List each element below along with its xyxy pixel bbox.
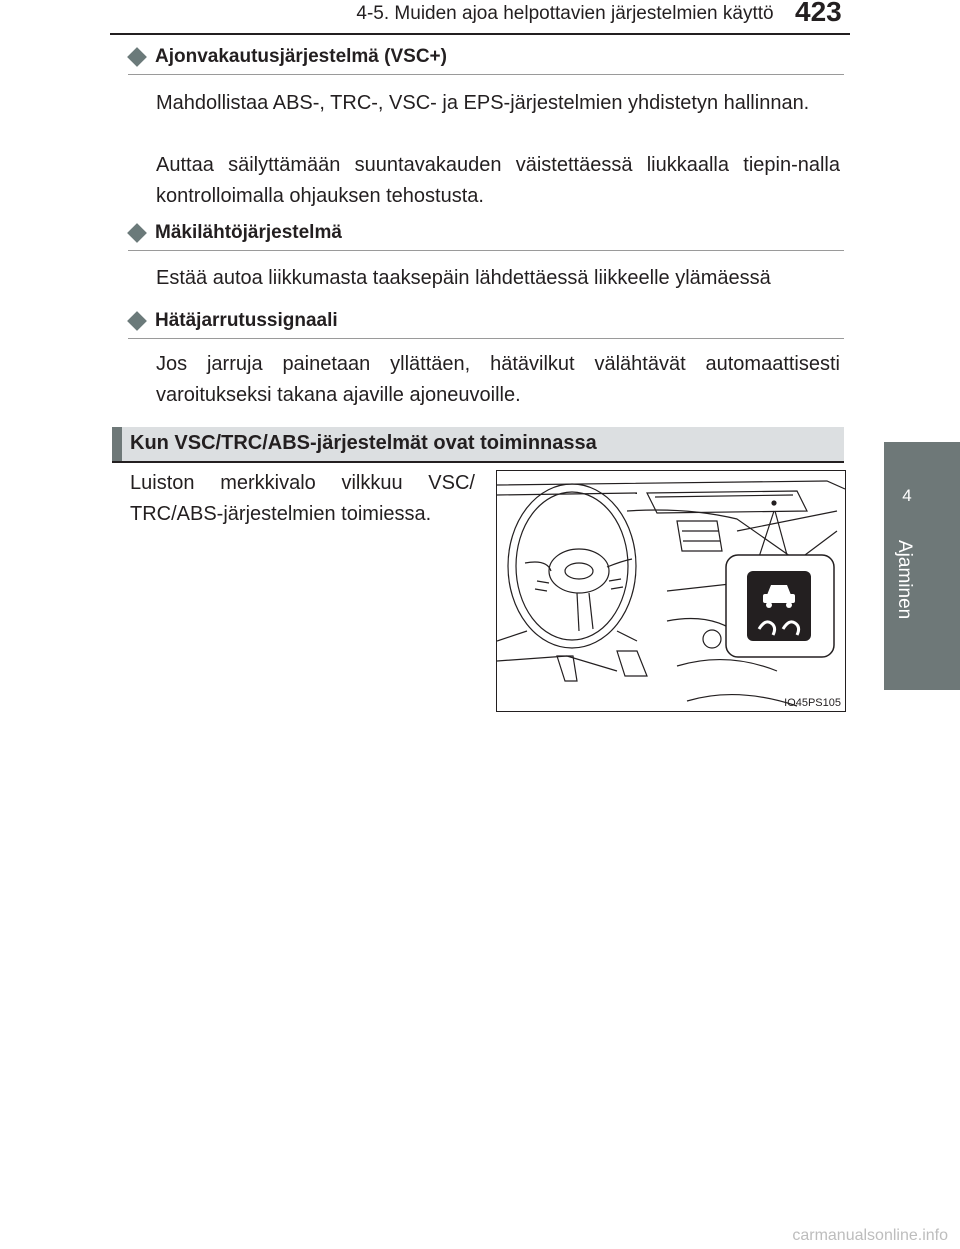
dashboard-drawing <box>497 471 845 711</box>
section-title: Hätäjarrutussignaali <box>155 310 338 331</box>
slip-indicator-icon <box>726 555 834 657</box>
paragraph: Estää autoa liikkumasta taaksepäin lähdettäessä liikkeelle ylämäessä <box>156 267 771 289</box>
figure-code: IO45PS105 <box>784 697 841 709</box>
section-heading-hill-start <box>128 222 844 251</box>
banner-title: Kun VSC/TRC/ABS-järjestelmät ovat toiminnassa <box>130 432 597 454</box>
diamond-bullet-icon <box>127 311 147 331</box>
note-text: Luiston merkkivalo vilkkuu VSC/ TRC/ABS-järjestelmien toimiessa. <box>130 472 475 525</box>
paragraph: Mahdollistaa ABS-, TRC-, VSC- ja EPS-järjestelmien yhdistetyn hallinnan. <box>156 92 810 114</box>
paragraph: Jos jarruja painetaan yllättäen, hätävilkut välähtävät automaattisesti varoitukseksi takana ajaville ajoneuvoille. <box>156 353 840 406</box>
banner-accent-bar <box>112 427 122 461</box>
section-heading-vsc <box>128 46 844 75</box>
paragraph: Auttaa säilyttämään suuntavakauden väistettäessä liukkaalla tiepin-nalla kontrolloimalla ohjauksen tehostusta. <box>156 154 840 207</box>
diamond-bullet-icon <box>127 47 147 67</box>
diamond-bullet-icon <box>127 223 147 243</box>
header-rule <box>110 33 850 35</box>
chapter-name: Ajaminen <box>894 540 915 620</box>
subsection-banner <box>112 427 844 461</box>
chapter-number: 4 <box>902 486 912 505</box>
dashboard-illustration <box>496 470 846 712</box>
section-title: Ajonvakautusjärjestelmä (VSC+) <box>155 46 447 67</box>
watermark: carmanualsonline.info <box>792 1227 948 1244</box>
page-number: 423 <box>795 0 842 27</box>
section-heading-emergency-brake-signal <box>128 310 844 339</box>
banner-rule <box>112 461 844 463</box>
running-header: 4-5. Muiden ajoa helpottavien järjestelmien käyttö <box>356 3 774 24</box>
section-title: Mäkilähtöjärjestelmä <box>155 222 342 243</box>
